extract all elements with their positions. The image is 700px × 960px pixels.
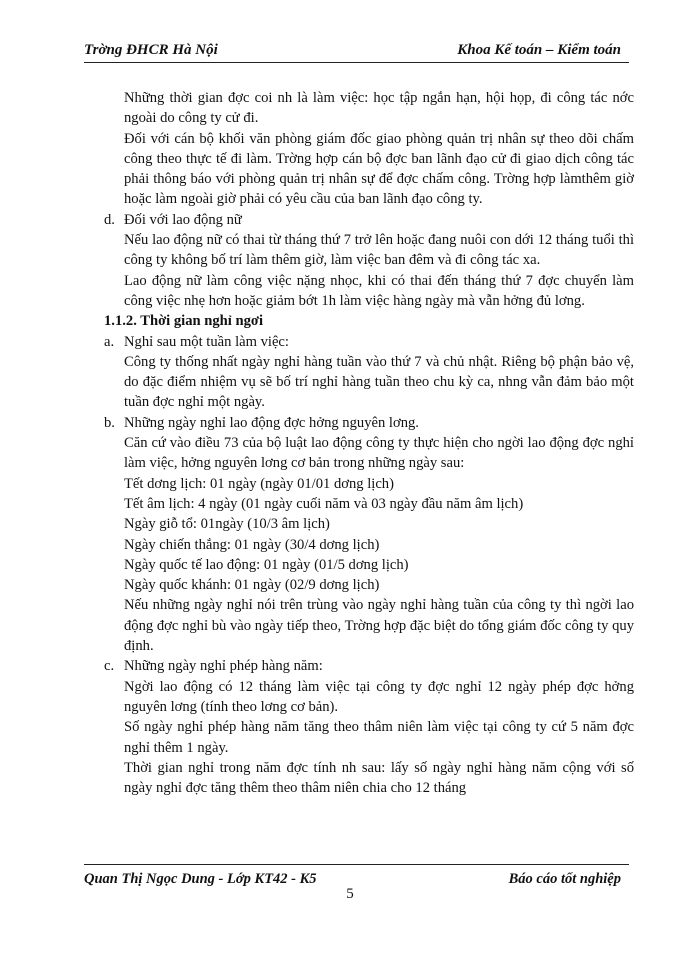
list-label-b: b. <box>104 414 115 431</box>
holiday-line-4: Ngày chiến thắng: 01 ngày (30/4 dơng lịch) <box>124 536 380 553</box>
paragraph-holidays-intro: Căn cứ vào điều 73 của bộ luật lao động công ty thực hiện cho ngời lao động đợc nghỉ làm việc, hởng nguyên lơng cơ bản trong những ngày sau: <box>124 435 634 472</box>
list-label-a: a. <box>104 333 115 350</box>
paragraph-work-time: Những thời gian đợc coi nh là làm việc: học tập ngắn hạn, hội họp, đi công tác nớc ngoài do công ty cử đi. <box>124 90 634 127</box>
page-header <box>84 40 629 63</box>
header-school: Trờng ĐHCR Hà Nội <box>84 42 218 58</box>
list-label-c: c. <box>104 658 115 675</box>
header-department: Khoa Kế toán – Kiểm toán <box>457 42 621 58</box>
holiday-line-1: Tết dơng lịch: 01 ngày (ngày 01/01 dơng lịch) <box>124 475 394 492</box>
list-title-c: Những ngày nghỉ phép hàng năm: <box>124 658 323 675</box>
list-title-d: Đối với lao động nữ <box>124 211 242 228</box>
list-title-a: Nghỉ sau một tuần làm việc: <box>124 333 289 350</box>
footer-report-title: Báo cáo tốt nghiệp <box>508 871 621 887</box>
list-label-d: d. <box>104 211 115 228</box>
paragraph-female-1: Nếu lao động nữ có thai từ tháng thứ 7 trở lên hoặc đang nuôi con dới 12 tháng tuổi thì công ty không bố trí làm thêm giờ, làm việc ban đêm và đi công tác xa. <box>124 232 634 269</box>
paragraph-annual-leave-2: Số ngày nghỉ phép hàng năm tăng theo thâm niên làm việc tại công ty cứ 5 năm đợc nghỉ thêm 1 ngày. <box>124 719 634 756</box>
paragraph-female-2: Lao động nữ làm công việc nặng nhọc, khi có thai đến tháng thứ 7 đợc chuyển làm công việc nhẹ hơn hoặc giảm bớt 1h làm việc hàng ngày mà vẫn hởng đủ lơng. <box>124 272 634 309</box>
section-heading: 1.1.2. Thời gian nghỉ ngơi <box>104 313 264 330</box>
footer-author: Quan Thị Ngọc Dung - Lớp KT42 - K5 <box>84 871 317 887</box>
holiday-line-3: Ngày giỗ tổ: 01ngày (10/3 âm lịch) <box>124 516 330 533</box>
page-number: 5 <box>346 886 354 902</box>
list-title-b: Những ngày nghỉ lao động đợc hởng nguyên lơng. <box>124 414 419 431</box>
list-item-b <box>104 413 634 433</box>
list-item-d <box>104 210 634 230</box>
paragraph-weekly-rest: Công ty thống nhất ngày nghỉ hàng tuần vào thứ 7 và chủ nhật. Riêng bộ phận bảo vệ, do đặc điểm nhiệm vụ sẽ bố trí nghỉ hàng tuần theo chu kỳ ca, nhng vẫn đảm bảo một tuần đợc nghỉ một ngày. <box>124 353 634 411</box>
list-item-a <box>104 332 634 352</box>
holiday-line-5: Ngày quốc tế lao động: 01 ngày (01/5 dơng lịch) <box>124 556 409 573</box>
holiday-line-2: Tết âm lịch: 4 ngày (01 ngày cuối năm và 03 ngày đầu năm âm lịch) <box>124 495 524 512</box>
list-item-c <box>104 656 634 676</box>
paragraph-office-staff: Đối với cán bộ khối văn phòng giám đốc giao phòng quản trị nhân sự theo dõi chấm công theo thực tế đi làm. Trờng hợp cán bộ đợc ban lãnh đạo cử đi giao dịch công tác phải thông báo với phòng quản trị nhân sự để đợc chấm công. Trờng hợp làmthêm giờ hoặc làm ngoài giờ phải có yêu cầu của ban lãnh đạo công ty. <box>124 130 634 208</box>
paragraph-annual-leave-3: Thời gian nghỉ trong năm đợc tính nh sau: lấy số ngày nghỉ hàng năm cộng với số ngày nghỉ đợc tăng thêm theo thâm niên chia cho 12 tháng <box>124 759 634 797</box>
paragraph-annual-leave-1: Ngời lao động có 12 tháng làm việc tại công ty đợc nghỉ 12 ngày phép đợc hởng nguyên lơng (tính theo lơng cơ bản). <box>124 678 634 715</box>
document-body <box>104 88 634 798</box>
holiday-line-6: Ngày quốc khánh: 01 ngày (02/9 dơng lịch) <box>124 577 380 594</box>
paragraph-holiday-overlap: Nếu những ngày nghỉ nói trên trùng vào ngày nghỉ hàng tuần của công ty thì ngời lao động đợc nghỉ bù vào ngày tiếp theo, Trờng hợp đặc biệt do tổng giám đốc công ty quy định. <box>124 597 634 655</box>
